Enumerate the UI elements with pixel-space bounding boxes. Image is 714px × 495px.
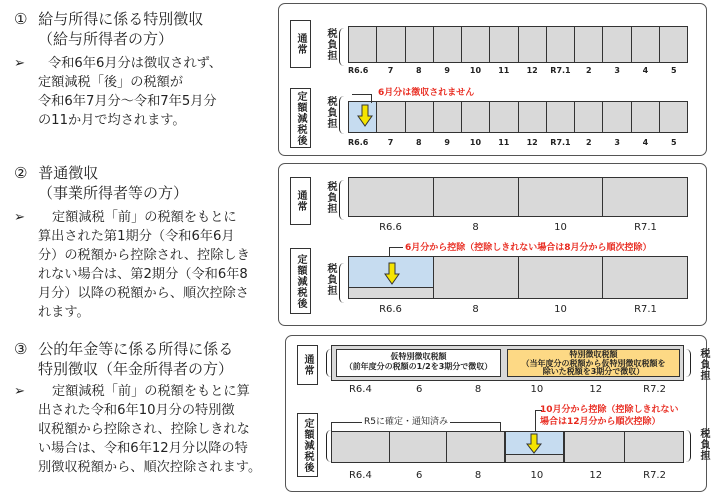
diagram3-axis-bottom: R6.4 6 8 10 12 R7.2 [348, 470, 666, 481]
section2-number: ② [14, 164, 28, 182]
diagram3-reduced-bar-right [564, 431, 684, 463]
month-cell [377, 102, 405, 132]
month-cell [575, 102, 603, 132]
diagram1-note: 6月分は徴収されません [378, 88, 475, 98]
section3-title-line2: 特別徴収（年金所得者の方） [38, 360, 234, 378]
month-cell [575, 27, 603, 62]
section2-title-line2: （事業所得者等の方） [38, 184, 189, 202]
provisional-box: 仮特別徴収税額 （前年度分の税額の1/2を3期分で徴収） [336, 349, 501, 377]
period-cell [390, 432, 448, 462]
month-cell [490, 102, 518, 132]
period-cell [332, 432, 390, 462]
month-cell [434, 102, 462, 132]
burden-label: 税負担 [698, 348, 709, 381]
section1-title-line2: （給与所得者の方） [38, 30, 174, 48]
burden-label: 税負担 [325, 263, 336, 296]
burden-label: 税負担 [325, 181, 336, 214]
month-cell [519, 102, 547, 132]
brace [684, 349, 691, 377]
section2-title [14, 164, 98, 183]
month-cell [490, 27, 518, 62]
month-cell [406, 27, 434, 62]
down-arrow-icon [384, 262, 400, 286]
diagram1-normal-bar [348, 26, 688, 63]
connector-line [352, 94, 372, 103]
down-arrow-icon [526, 433, 542, 455]
period-cell [519, 178, 604, 216]
month-cell [462, 102, 490, 132]
month-cell [660, 27, 687, 62]
r5-note: R5に確定・通知済み [362, 414, 450, 427]
diagram2-note: 6月分から控除（控除しきれない場合は8月分から順次控除） [405, 243, 652, 253]
month-cell [377, 27, 405, 62]
down-arrow-icon [357, 104, 373, 128]
month-cell [547, 102, 575, 132]
reduced-tag: 定額減税後 [290, 248, 311, 314]
connector-line [535, 410, 542, 431]
section1-text: 令和6年6月分は徴収されず、 定額減税「後」の税額が 令和6年7月分～令和7年5月分 の11か月で均されます。 [38, 56, 222, 128]
october-remaining [505, 454, 564, 463]
normal-tag: 通常 [290, 20, 311, 68]
diagram1-reduced-bar [348, 101, 688, 133]
month-cell [603, 27, 631, 62]
month-cell [519, 27, 547, 62]
brace [339, 263, 346, 303]
bullet-icon: ➢ [14, 210, 26, 225]
diagram3-note-line1: 10月分から控除（控除しきれない [540, 405, 679, 415]
section1-number: ① [14, 10, 28, 28]
period-cell [519, 257, 604, 298]
period-cell [434, 178, 519, 216]
normal-tag: 通常 [290, 177, 311, 225]
diagram2-reduced-bar [433, 256, 688, 299]
diagram1-axis-top: R6.6 7 8 9 10 11 12 R7.1 2 3 4 5 [348, 66, 677, 75]
burden-label: 税負担 [698, 428, 709, 461]
section3-number: ③ [14, 340, 28, 358]
diagram3-reduced-bar-left [331, 431, 505, 463]
main-tax-box: 特別徴収税額 （当年度分の税額から仮特別徴収税額を 除いた税額を3期分で徴収） [507, 349, 680, 377]
bullet-icon: ➢ [14, 56, 26, 71]
section3-text: 定額減税「前」の税額をもとに算 出された令和6年10月分の特別徴 収税額から控除され、控除しきれな い場合は、令和6年12月分以降の特 別徴収税額から、順次控除されます。 [38, 384, 262, 475]
brace [339, 28, 346, 66]
brace [339, 96, 346, 134]
month-cell [349, 27, 377, 62]
period-cell [565, 432, 625, 462]
burden-label: 税負担 [325, 96, 336, 129]
diagram2-normal-bar [348, 177, 688, 217]
brace [684, 430, 691, 462]
section1-title [14, 10, 203, 29]
period-cell [603, 257, 687, 298]
month-cell [406, 102, 434, 132]
section1-title-line1: 給与所得に係る特別徴収 [38, 10, 204, 28]
month-cell [603, 102, 631, 132]
period-cell [447, 432, 504, 462]
reduced-tag: 定額減税後 [290, 88, 311, 148]
section3-title [14, 340, 233, 359]
month-cell [632, 27, 660, 62]
diagram2-axis-top: R6.6 8 10 R7.1 [379, 222, 657, 233]
burden-label: 税負担 [325, 28, 336, 61]
diagram3-note-line2: 場合は12月分から順次控除） [540, 417, 661, 427]
month-cell [547, 27, 575, 62]
brace [339, 180, 346, 220]
section2-text: 定額減税「前」の税額をもとに 算出された第1期分（令和6年6月 分）の税額から控除され、控除しき れない場合は、第2期分（令和6年8 月分）以降の税額から、順次控除さ れます。 [38, 210, 250, 320]
period-cell [625, 432, 684, 462]
period-cell [349, 178, 434, 216]
diagram3-axis-top: R6.4 6 8 10 12 R7.2 [348, 384, 666, 395]
normal-tag: 通常 [297, 345, 318, 385]
diagram1-axis-bottom: R6.6 7 8 9 10 11 12 R7.1 2 3 4 5 [348, 138, 677, 147]
june-remaining [348, 287, 434, 299]
connector-line [389, 247, 403, 257]
section3-title-line1: 公的年金等に係る所得に係る [38, 340, 234, 358]
reduced-tag: 定額減税後 [297, 413, 318, 477]
section2-title-line1: 普通徴収 [38, 164, 99, 182]
month-cell [632, 102, 660, 132]
diagram2-axis-bottom: R6.6 8 10 R7.1 [379, 304, 657, 315]
month-cell [462, 27, 490, 62]
bullet-icon: ➢ [14, 384, 26, 399]
period-cell [603, 178, 687, 216]
month-cell [660, 102, 687, 132]
period-cell [434, 257, 519, 298]
month-cell [434, 27, 462, 62]
